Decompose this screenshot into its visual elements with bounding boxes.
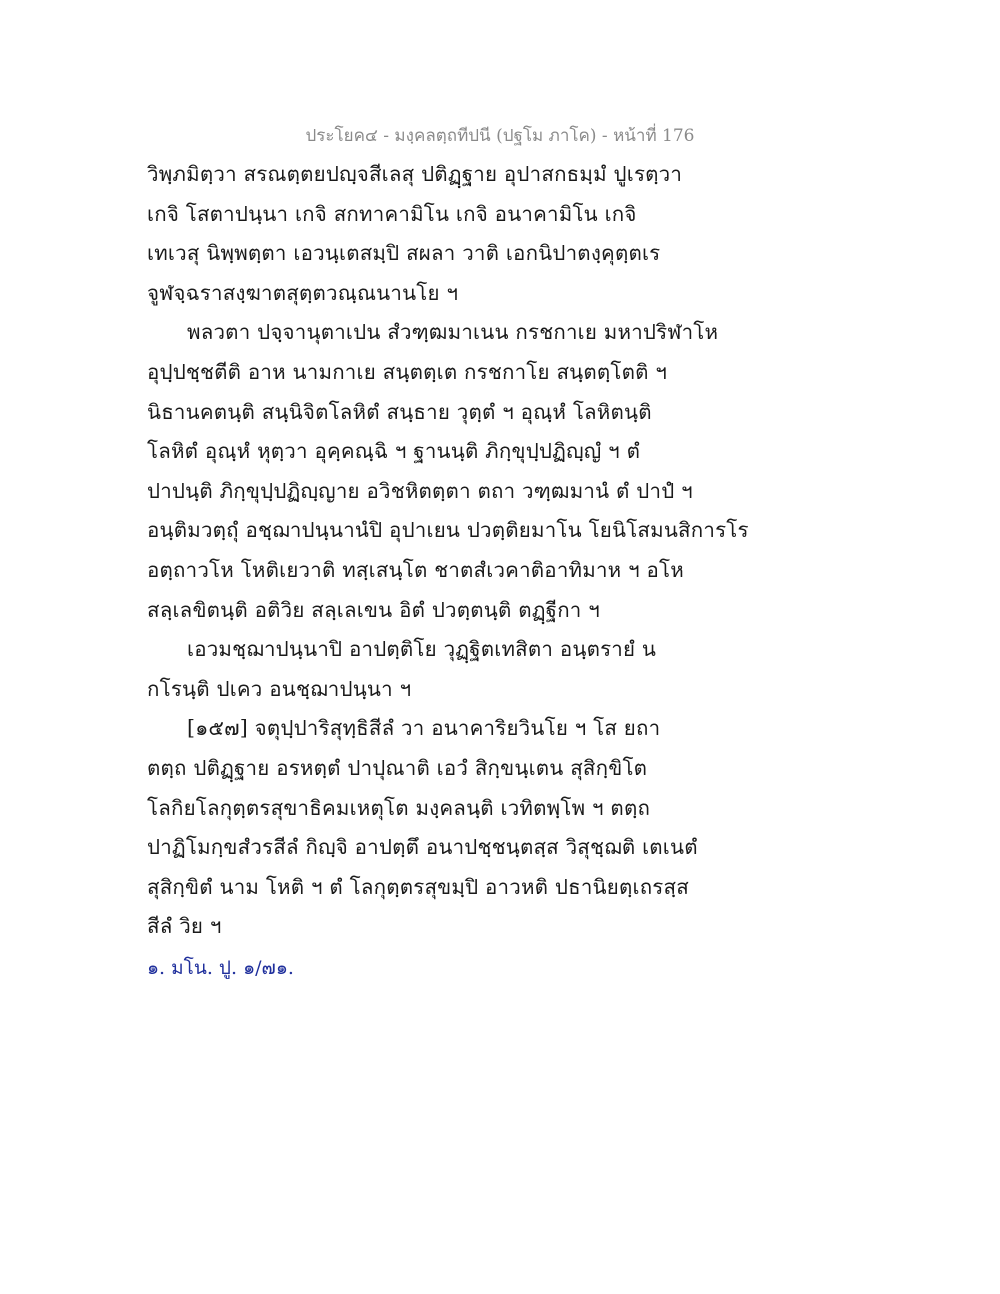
text-line: เกจิ โสตาปนฺนา เกจิ สกทาคามิโน เกจิ อนาคามิโน เกจิ xyxy=(147,201,637,226)
text-line: อนฺติมวตฺถุํ อชฺฌาปนฺนานํปิ อุปาเยน ปวตฺติยมาโน โยนิโสมนสิการโร xyxy=(147,518,749,543)
text-line: สีลํ วิย ฯ xyxy=(147,914,222,939)
text-line: อตฺถาวโห โหติเยวาติ ทสฺเสนฺโต ชาตสํเวคาติอาทิมาห ฯ อโห xyxy=(147,557,684,582)
body-text xyxy=(147,156,749,948)
text-line: ปาฏิโมกฺขสํวรสีลํ กิญฺจิ อาปตฺตึ อนาปชฺชนฺตสฺส วิสุชฺฌติ เตเนตํ xyxy=(147,835,698,860)
text-line: จูฬจฺฉราสงฺฆาตสุตฺตวณฺณนานโย ฯ xyxy=(147,280,459,305)
text-line: ตตฺถ ปติฏฺฐาย อรหตฺตํ ปาปุณาติ เอวํ สิกฺขนฺเตน สุสิกฺขิโต xyxy=(147,755,648,780)
text-line: เอวมชฺฌาปนฺนาปิ อาปตฺติโย วุฏฺฐิตเทสิตา อนฺตรายํ น xyxy=(187,637,657,662)
footnote: ๑. มโน. ปู. ๑/๗๑. xyxy=(147,957,294,979)
text-line: โลกิยโลกุตฺตรสุขาธิคมเหตุโต มงฺคลนฺติ เวทิตพฺโพ ฯ ตตฺถ xyxy=(147,795,651,820)
page-header: ประโยค๔ - มงฺคลตฺถทีปนี (ปฐโม ภาโค) - หน้าที่ 176 xyxy=(305,126,695,146)
text-line: กโรนฺติ ปเคว อนชฺฌาปนฺนา ฯ xyxy=(147,676,412,701)
text-line: พลวตา ปจฺจานุตาเปน สํวฑฺฒมาเนน กรชกาเย มหาปริฬาโห xyxy=(187,320,719,345)
text-line: วิพฺภมิตฺวา สรณตฺตยปญฺจสีเลสุ ปติฏฺฐาย อุปาสกธมฺมํ ปูเรตฺวา xyxy=(147,162,683,186)
text-line: โลหิตํ อุณฺหํ หุตฺวา อุคฺคณฺฉิ ฯ ฐานนฺติ ภิกฺขุปฺปฏิญฺญํ ฯ ตํ xyxy=(147,439,641,464)
text-line: อุปฺปชฺชตีติ อาห นามกาเย สนฺตตฺเต กรชกาโย สนฺตตฺโตติ ฯ xyxy=(147,359,668,384)
text-line: นิธานคตนฺติ สนฺนิจิตโลหิตํ สนฺธาย วุตฺตํ ฯ อุณฺหํ โลหิตนฺติ xyxy=(147,399,652,424)
text-line: [๑๕๗] จตุปฺปาริสุทฺธิสีลํ วา อนาคาริยวินโย ฯ โส ยถา xyxy=(187,716,661,741)
text-line: ปาปนฺติ ภิกฺขุปฺปฏิญฺญาย อวิชหิตตฺตา ตถา วฑฺฒมานํ ตํ ปาปํ ฯ xyxy=(147,478,693,503)
text-line: เทเวสุ นิพฺพตฺตา เอวนฺเตสมฺปิ สผลา วาติ เอกนิปาตงฺคุตฺตเร xyxy=(147,241,661,266)
text-line: สุสิกฺขิตํ นาม โหติ ฯ ตํ โลกุตฺตรสุขมฺปิ อาวหติ ปธานิยตฺเถรสฺส xyxy=(147,874,689,899)
text-line: สลฺเลขิตนฺติ อติวิย สลฺเลเขน อิตํ ปวตฺตนฺติ ตฏฺฐีกา ฯ xyxy=(147,597,600,622)
